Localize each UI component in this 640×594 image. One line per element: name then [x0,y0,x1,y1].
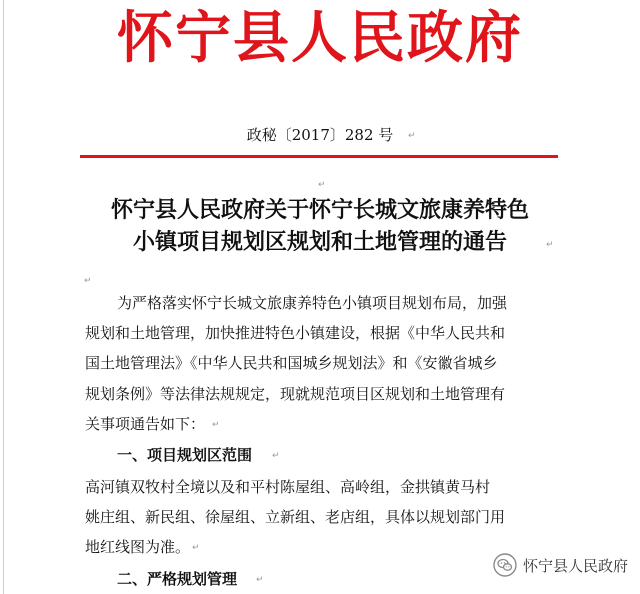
intro-line-2: 规划和土地管理，加快推进特色小镇建设，根据《中华人民共和 [85,324,506,342]
page-margin-line [3,0,4,594]
document-title-line-2: 小镇项目规划区规划和土地管理的通告 [132,230,507,255]
watermark-label: 怀宁县人民政府 [522,556,628,575]
intro-line-3: 国土地管理法》《中华人民共和国城乡规划法》和《安徽省城乡 [85,354,498,372]
section-1-heading: 一、项目规划区范围 [117,446,253,464]
paragraph-mark: ↵ [272,451,280,461]
intro-line-5: 关事项通告如下： [85,415,206,433]
document-title-line-1: 怀宁县人民政府关于怀宁长城文旅康养特色 [110,198,529,223]
paragraph-mark: ↵ [256,575,264,585]
intro-line-1: 为严格落实怀宁长城文旅康养特色小镇项目规划布局，加强 [117,294,508,312]
account-watermark [493,553,628,577]
wechat-icon [493,553,517,577]
section-1-line-2: 姚庄组、新民组、徐屋组、立新组、老店组，具体以规划部门用 [85,508,506,526]
paragraph-mark: ↵ [192,543,200,553]
masthead-title: 怀宁县人民政府 [117,6,523,71]
intro-line-4: 规划条例》等法律法规规定，现就规范项目区规划和土地管理有 [85,385,506,403]
paragraph-mark: ↵ [408,131,416,141]
paragraph-mark: ↵ [546,240,554,250]
red-separator-line [80,155,558,158]
section-1-line-1: 高河镇双牧村全境以及和平村陈屋组、高岭组，金拱镇黄马村 [85,478,491,496]
paragraph-mark: ↵ [318,180,326,190]
document-number: 政秘〔2017〕282 号 [246,126,394,144]
section-2-heading: 二、严格规划管理 [117,570,238,588]
section-1-line-3: 地红线图为准。 [85,538,191,556]
paragraph-mark: ↵ [84,276,92,286]
paragraph-mark: ↵ [212,420,220,430]
